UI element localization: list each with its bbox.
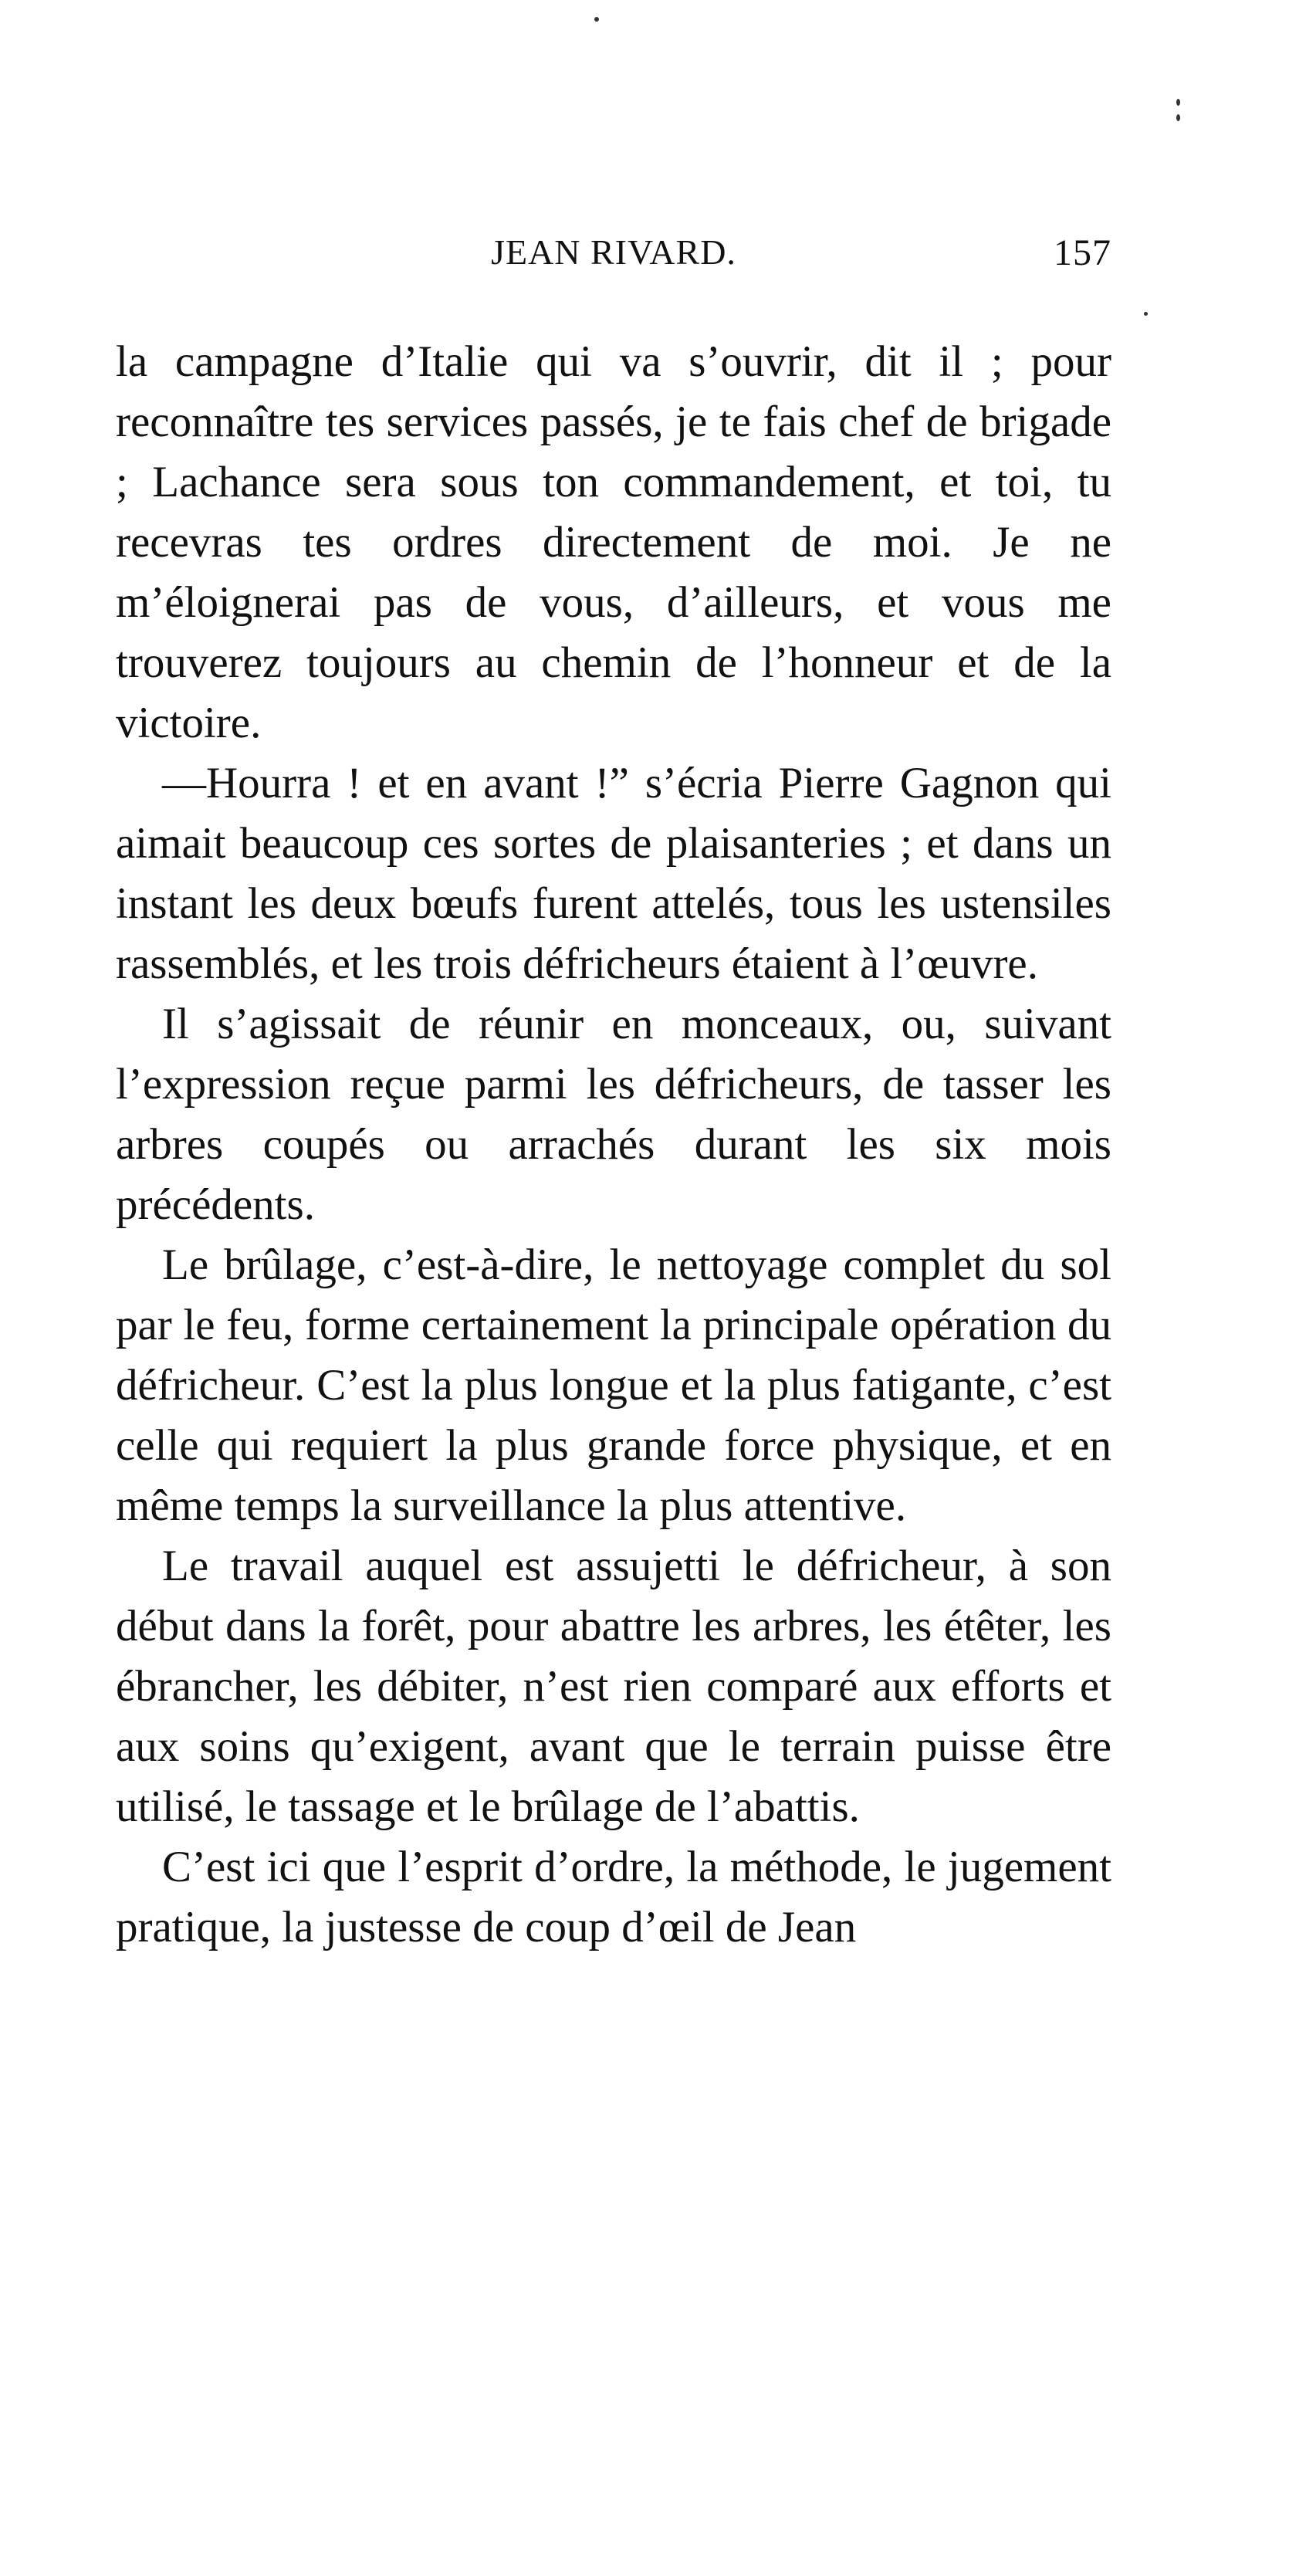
paragraph: C’est ici que l’esprit d’ordre, la méthode, le jugement pratique, la justesse de coup d’œil de Jean: [116, 1843, 1111, 1951]
print-speck: [594, 17, 599, 22]
paragraph: Il s’agissait de réunir en monceaux, ou, suivant l’expression reçue parmi les défricheurs, de tasser les arbres coupés ou arrachés durant les six mois précédents.: [116, 1000, 1111, 1229]
page-number: 157: [1054, 232, 1111, 273]
paragraph: Le travail auquel est assujetti le défricheur, à son début dans la forêt, pour abattre les arbres, les étêter, les ébrancher, les débiter, n’est rien comparé aux efforts et aux soins qu’exigent, avant que le terrain puisse être utilisé, le tassage et le brûlage de l’abattis.: [116, 1542, 1111, 1831]
page-header: [116, 232, 1111, 286]
paragraph: —Hourra ! et en avant !” s’écria Pierre Gagnon qui aimait beaucoup ces sortes de plaisanteries ; et dans un instant les deux bœufs furent attelés, tous les ustensiles rassemblés, et les trois défricheurs étaient à l’œuvre.: [116, 759, 1111, 988]
print-speck: [1176, 114, 1180, 121]
paragraph: Le brûlage, c’est-à-dire, le nettoyage complet du sol par le feu, forme certainement la principale opération du défricheur. C’est la plus longue et la plus fatigante, c’est celle qui requiert la plus grande force physique, et en même temps la surveillance la plus attentive.: [116, 1241, 1111, 1530]
running-title: JEAN RIVARD.: [491, 232, 736, 272]
paragraph: la campagne d’Italie qui va s’ouvrir, dit il ; pour reconnaître tes services passés, je te fais chef de brigade ; Lachance sera sous ton commandement, et toi, tu recevras tes ordres directement de moi. Je ne m’éloignerai pas de vous, d’ailleurs, et vous me trouverez toujours au chemin de l’honneur et de la victoire.: [116, 337, 1111, 747]
print-speck: [1144, 312, 1148, 316]
print-speck: [1176, 99, 1180, 106]
body-text: [116, 332, 1111, 1958]
